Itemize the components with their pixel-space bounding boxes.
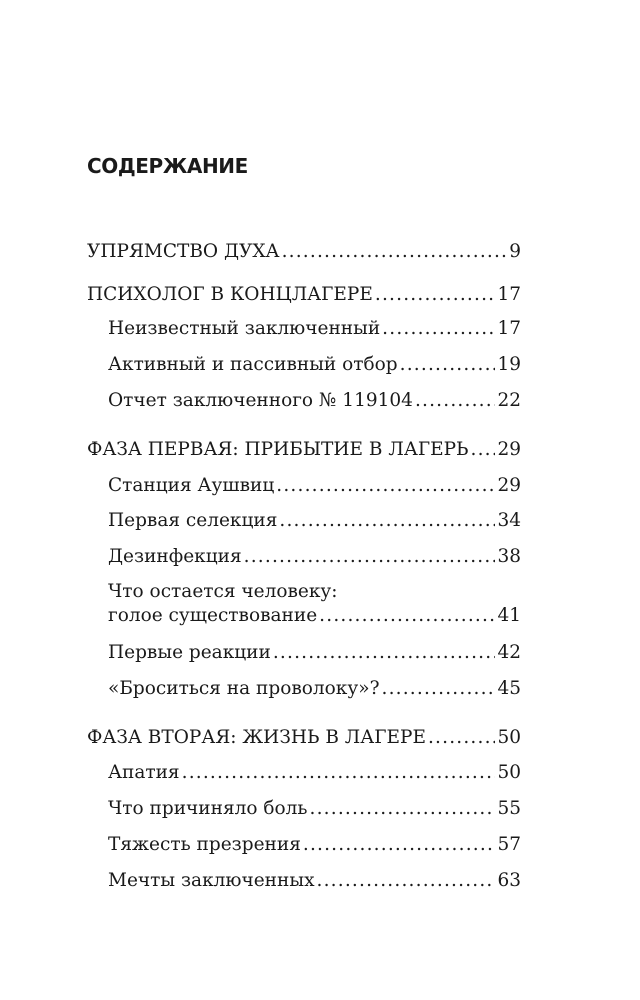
toc-entry-title: УПРЯМСТВО ДУХА	[87, 241, 280, 262]
toc-entry-section[interactable]	[108, 602, 521, 630]
dot-leader	[428, 724, 496, 752]
dot-leader	[471, 436, 496, 464]
toc-entry-page: 50	[497, 762, 521, 783]
dot-leader	[317, 867, 496, 895]
toc-entry-section[interactable]	[108, 867, 521, 895]
toc-entry-chapter[interactable]	[87, 436, 521, 464]
toc-entry-title: Неизвестный заключенный	[108, 318, 381, 339]
toc-entry-page: 9	[509, 241, 521, 262]
toc-entry-page: 29	[497, 475, 521, 496]
toc-entry-page: 57	[497, 834, 521, 855]
toc-entry-section[interactable]	[108, 387, 521, 415]
toc-entry-title: Дезинфекция	[108, 546, 242, 567]
toc-entry-chapter[interactable]	[87, 724, 521, 752]
dot-leader	[244, 543, 496, 571]
toc-entry-page: 19	[497, 354, 521, 375]
dot-leader	[273, 639, 496, 667]
toc-entry-page: 45	[497, 678, 521, 699]
toc-entry-section[interactable]	[108, 759, 521, 787]
toc-entry-title: Станция Аушвиц	[108, 475, 275, 496]
toc-entry-page: 42	[497, 642, 521, 663]
page-title: СОДЕРЖАНИЕ	[87, 154, 248, 178]
dot-leader	[310, 795, 496, 823]
toc-entry-title: «Броситься на проволоку»?	[108, 678, 380, 699]
dot-leader	[400, 351, 496, 379]
toc-entry-section[interactable]	[108, 351, 521, 379]
toc-entry-section[interactable]	[108, 795, 521, 823]
toc-entry-title: Отчет заключенного № 119104	[108, 390, 413, 411]
toc-entry-page: 22	[497, 390, 521, 411]
dot-leader	[375, 281, 496, 309]
toc-entry-title: Мечты заключенных	[108, 870, 315, 891]
dot-leader	[279, 507, 495, 535]
toc-entry-section[interactable]	[108, 675, 521, 703]
dot-leader	[382, 315, 495, 343]
toc-entry-page: 55	[497, 798, 521, 819]
toc-entry-title: Что причиняло боль	[108, 798, 308, 819]
toc-entry-chapter[interactable]	[87, 238, 521, 266]
toc-entry-title: Первые реакции	[108, 642, 271, 663]
toc-entry-title: ПСИХОЛОГ В КОНЦЛАГЕРЕ	[87, 284, 373, 305]
toc-entry-section[interactable]	[108, 472, 521, 500]
toc-entry-section[interactable]	[108, 507, 521, 535]
toc-entry-title-line1[interactable]: Что остается человеку:	[108, 581, 338, 602]
toc-entry-section[interactable]	[108, 831, 521, 859]
toc-entry-page: 63	[497, 870, 521, 891]
toc-entry-page: 38	[497, 546, 521, 567]
dot-leader	[182, 759, 496, 787]
toc-entry-title: Тяжесть презрения	[108, 834, 301, 855]
toc-entry-page: 50	[497, 727, 521, 748]
toc-entry-page: 41	[497, 605, 521, 626]
toc-entry-title: Первая селекция	[108, 510, 278, 531]
toc-entry-chapter[interactable]	[87, 281, 521, 309]
toc-entry-page: 17	[497, 284, 521, 305]
dot-leader	[282, 238, 508, 266]
dot-leader	[276, 472, 495, 500]
toc-entry-title: ФАЗА ВТОРАЯ: ЖИЗНЬ В ЛАГЕРЕ	[87, 727, 426, 748]
toc-entry-title: голое существование	[108, 605, 318, 626]
toc-entry-page: 29	[497, 439, 521, 460]
dot-leader	[303, 831, 496, 859]
toc-entry-section[interactable]	[108, 639, 521, 667]
toc-entry-section[interactable]	[108, 315, 521, 343]
toc-entry-page: 17	[497, 318, 521, 339]
dot-leader	[415, 387, 496, 415]
dot-leader	[319, 602, 495, 630]
toc-entry-title: Апатия	[108, 762, 180, 783]
toc-entry-title: Активный и пассивный отбор	[108, 354, 398, 375]
toc-entry-page: 34	[497, 510, 521, 531]
toc-entry-title: ФАЗА ПЕРВАЯ: ПРИБЫТИЕ В ЛАГЕРЬ	[87, 439, 469, 460]
toc-entry-section[interactable]	[108, 543, 521, 571]
dot-leader	[381, 675, 495, 703]
